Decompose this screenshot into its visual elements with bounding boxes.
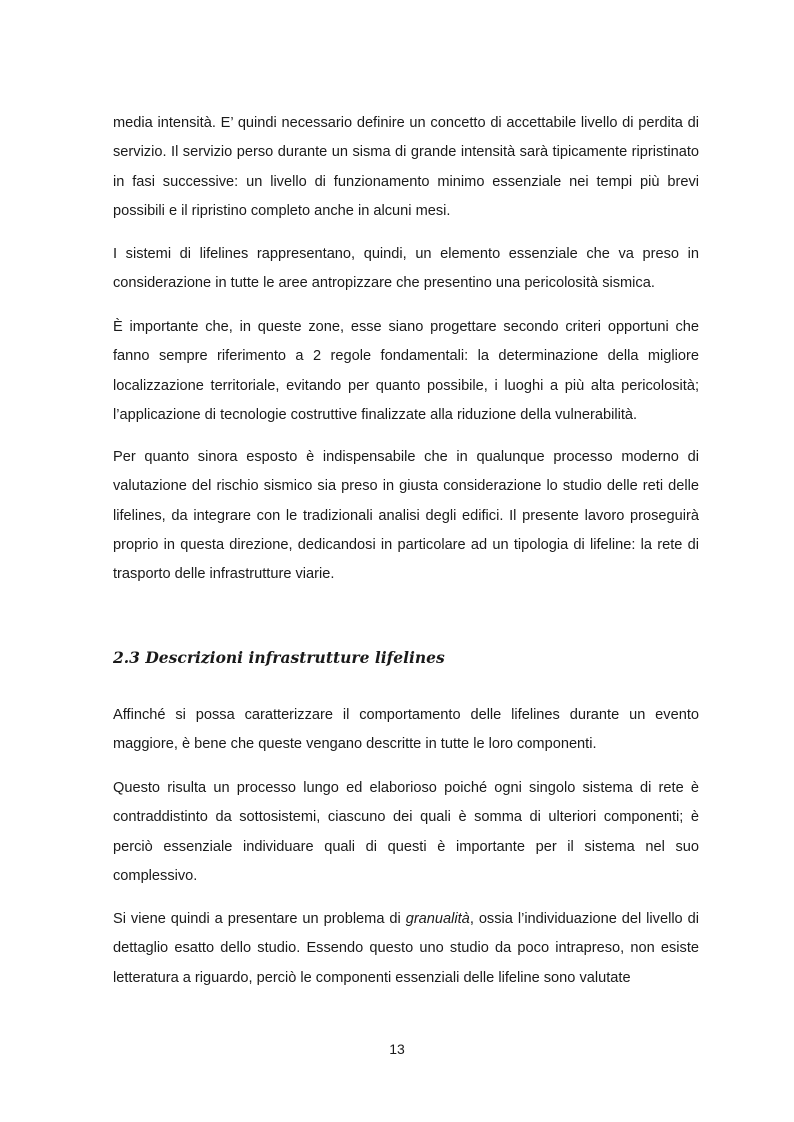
paragraph-lifelines-systems: I sistemi di lifelines rappresentano, quindi, un elemento essenziale che va preso in considerazione in tutte le aree antropizzare che presentino una pericolosità sismica.	[113, 246, 699, 292]
granularity-text-after: , ossia l’individuazione del livello di dettaglio esatto dello studio. Essendo questo uno studio da poco intrapreso, non esiste letteratura a riguardo, perciò le componenti essenziali delle lifeline sono valutate	[113, 911, 699, 986]
paragraph-design-rules: È importante che, in queste zone, esse siano progettare secondo criteri opportuni che fanno sempre riferimento a 2 regole fondamentali: la determinazione della migliore localizzazione territoriale, evitando per quanto possibile, i luoghi a più alta pericolosità; l’applicazione di tecnologie costruttive finalizzate alla riduzione della vulnerabilità.	[113, 319, 699, 423]
paragraph-characterize-lifelines: Affinché si possa caratterizzare il comportamento delle lifelines durante un evento maggiore, è bene che queste vengano descritte in tutte le loro componenti.	[113, 707, 699, 753]
paragraph-granularity	[113, 905, 699, 993]
paragraph-loss-of-service: media intensità. E’ quindi necessario definire un concetto di accettabile livello di perdita di servizio. Il servizio perso durante un sisma di grande intensità sarà tipicamente ripristinato in fasi successive: un livello di funzionamento minimo essenziale nei tempi più brevi possibili e il ripristino completo anche in alcuni mesi.	[113, 115, 699, 219]
granularity-term: granualità	[405, 911, 470, 927]
paragraph-risk-assessment: Per quanto sinora esposto è indispensabile che in qualunque processo moderno di valutazione del rischio sismico sia preso in giusta considerazione lo studio delle reti delle lifelines, da integrare con le tradizionali analisi degli edifici. Il presente lavoro proseguirà proprio in questa direzione, dedicandosi in particolare ad un tipologia di lifeline: la rete di trasporto delle infrastrutture viarie.	[113, 449, 699, 583]
granularity-text-before: Si viene quindi a presentare un problema di	[113, 911, 406, 927]
page-number: 13	[389, 1041, 405, 1057]
section-heading: 2.3 Descrizioni infrastrutture lifelines	[113, 648, 445, 667]
paragraph-subsystems: Questo risulta un processo lungo ed elaborioso poiché ogni singolo sistema di rete è contraddistinto da sottosistemi, ciascuno dei quali è somma di ulteriori componenti; è perciò essenziale individuare quali di questi è importante per il sistema nel suo complessivo.	[113, 780, 699, 884]
